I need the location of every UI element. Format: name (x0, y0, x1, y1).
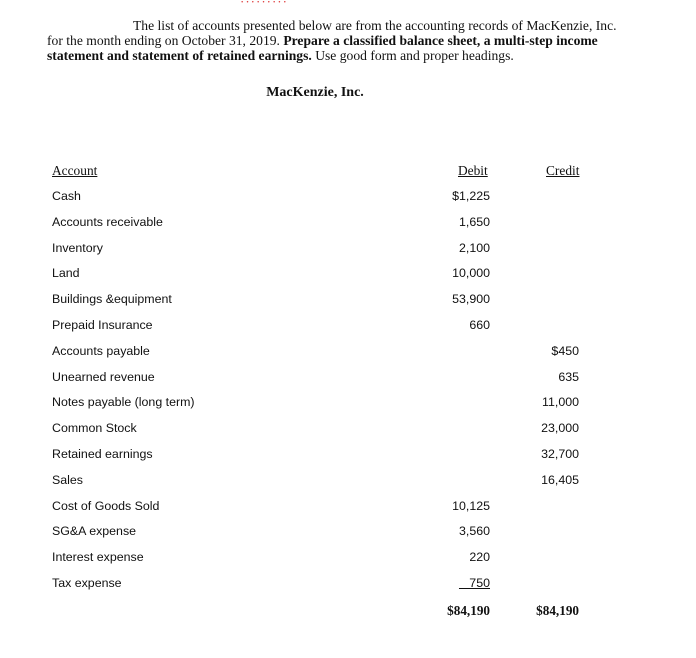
account-name: Accounts payable (52, 343, 150, 358)
debit-amount: 660 (469, 317, 490, 332)
total-debit: $84,190 (447, 602, 490, 618)
credit-amount: 16,405 (541, 472, 579, 487)
spellcheck-underline (240, 0, 288, 4)
table-row (0, 470, 696, 496)
account-name: Notes payable (long term) (52, 395, 195, 410)
cropped-top-text (240, 0, 400, 4)
debit-amount: 10,125 (452, 498, 490, 513)
account-name: Cash (52, 189, 81, 203)
instructions-paragraph (47, 18, 647, 63)
account-name: Tax expense (52, 575, 122, 590)
table-row (0, 315, 696, 341)
account-name: Sales (52, 472, 83, 487)
credit-amount: 32,700 (541, 446, 579, 461)
instructions-line-2-bold: Prepare a classified balance sheet, a multi-step income (283, 33, 598, 48)
table-row (0, 186, 696, 212)
debit-amount: 750 (458, 575, 490, 590)
account-name: Unearned revenue (52, 369, 155, 384)
table-row (0, 521, 696, 547)
table-row (0, 341, 696, 367)
debit-amount: $1,225 (452, 189, 490, 203)
account-name: Common Stock (52, 421, 137, 436)
table-row (0, 263, 696, 289)
table-row (0, 212, 696, 238)
table-row (0, 444, 696, 470)
table-row (0, 367, 696, 393)
debit-amount: 220 (469, 550, 490, 565)
instructions-line-3-plain: Use good form and proper headings. (311, 48, 514, 63)
account-name: Buildings &equipment (52, 292, 172, 307)
table-row (0, 392, 696, 418)
debit-amount: 10,000 (452, 266, 490, 281)
account-name: Retained earnings (52, 446, 153, 461)
instructions-line-3-bold: statement and statement of retained earnings. (47, 48, 312, 63)
credit-amount: 11,000 (542, 395, 579, 410)
table-row (0, 289, 696, 315)
credit-amount: 23,000 (541, 421, 579, 436)
table-row (0, 238, 696, 264)
table-row (0, 496, 696, 522)
account-name: Land (52, 266, 80, 281)
credit-amount: 635 (558, 369, 579, 384)
header-credit: Credit (546, 163, 580, 178)
total-credit: $84,190 (536, 602, 579, 618)
totals-row (0, 601, 696, 627)
debit-amount: 53,900 (452, 292, 490, 307)
trial-balance-table (0, 161, 696, 627)
company-title: MacKenzie, Inc. (266, 85, 364, 100)
table-header (0, 161, 696, 186)
credit-amount: $450 (551, 343, 579, 358)
instructions-line-2-plain: for the month ending on October 31, 2019. (47, 33, 284, 48)
account-name: Cost of Goods Sold (52, 498, 160, 513)
account-name: Prepaid Insurance (52, 317, 153, 332)
account-name: Inventory (52, 240, 103, 255)
header-account: Account (52, 163, 98, 178)
table-body (0, 186, 696, 599)
debit-amount: 2,100 (458, 240, 490, 255)
debit-amount: 3,560 (458, 524, 490, 539)
account-name: SG&A expense (52, 524, 137, 539)
instructions-line-1: The list of accounts presented below are from the accounting records of MacKenzie, Inc. (133, 18, 617, 33)
table-row (0, 418, 696, 444)
account-name: Accounts receivable (52, 214, 163, 229)
header-debit: Debit (458, 163, 488, 178)
table-row (0, 573, 696, 599)
table-row (0, 547, 696, 573)
debit-amount: 1,650 (458, 214, 490, 229)
account-name: Interest expense (52, 550, 144, 565)
